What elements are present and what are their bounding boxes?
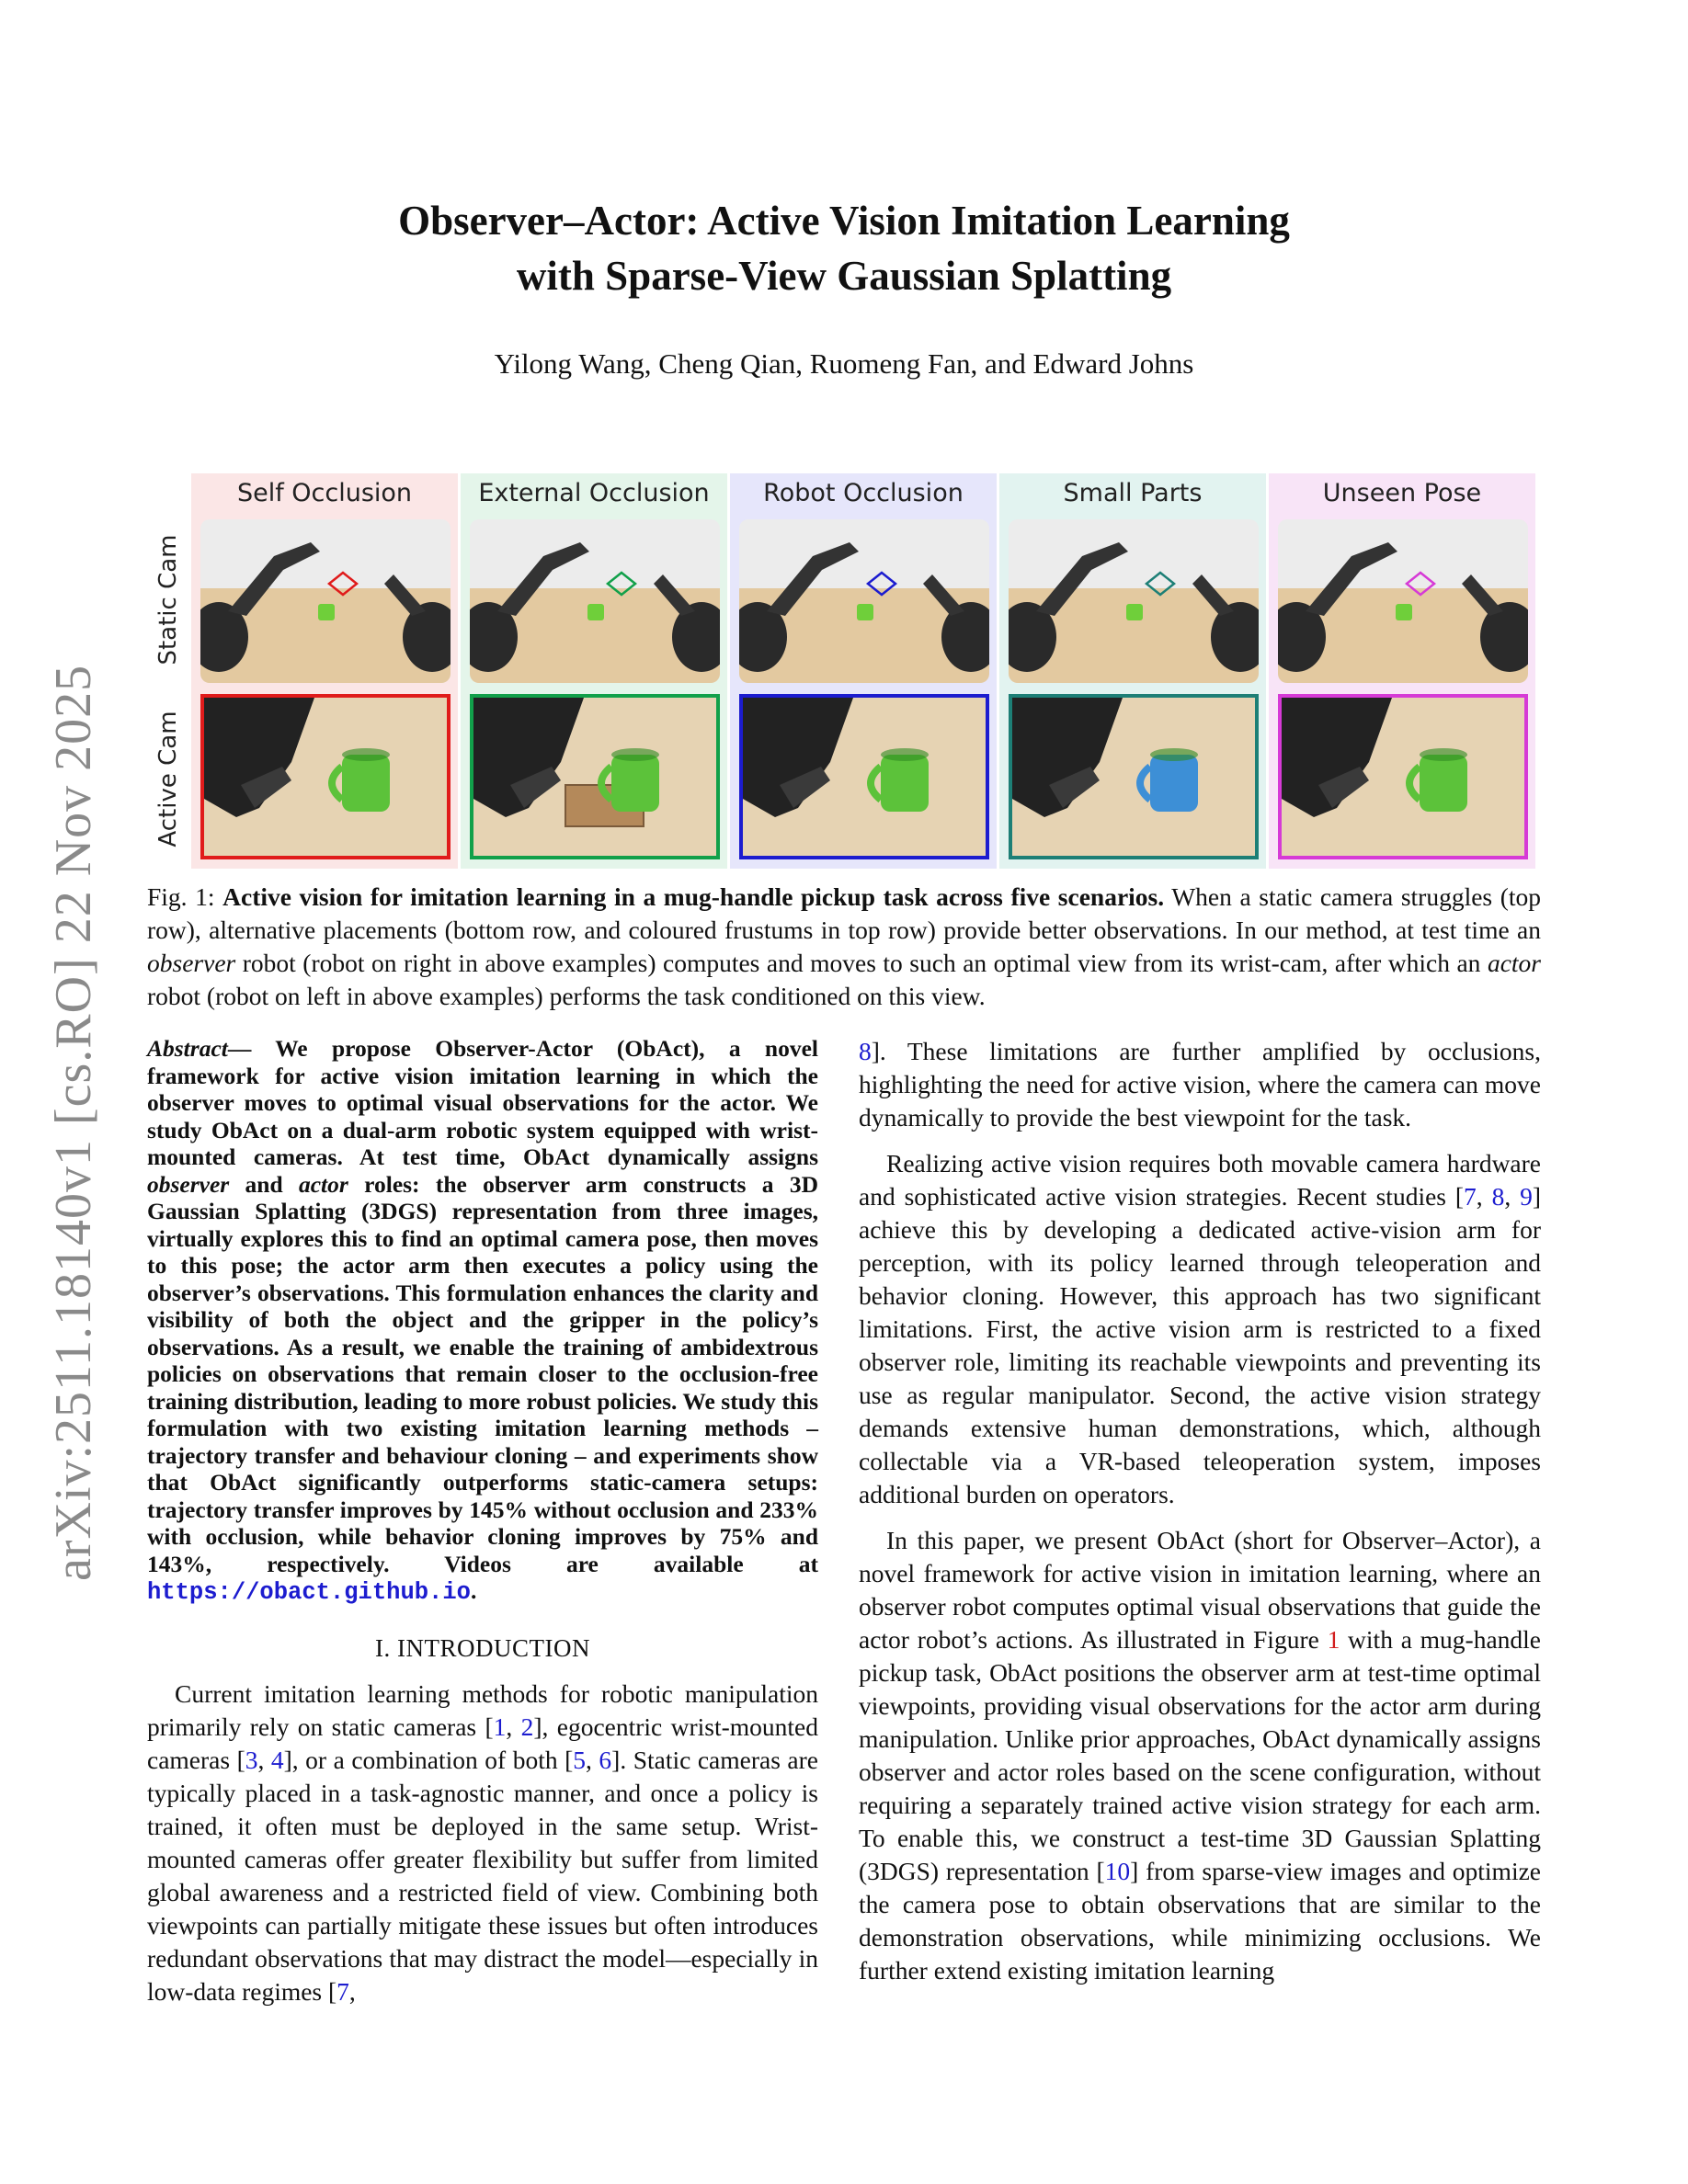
abstract-em-actor: actor xyxy=(298,1170,348,1198)
citation-link[interactable]: 10 xyxy=(1104,1857,1131,1885)
caption-text-1: When a static camera struggles (top row), alternative placements (bottom row, and coloured frustums in top row) provide better observations. In our method, at test time an xyxy=(147,882,1542,944)
citation-link[interactable]: 6 xyxy=(599,1745,612,1774)
figure-column-title: Small Parts xyxy=(1063,479,1203,507)
active-cam-image xyxy=(739,694,989,859)
figure-1 xyxy=(147,473,1541,869)
left-column xyxy=(147,1035,818,2021)
figure-column xyxy=(461,473,727,869)
static-cam-image xyxy=(200,519,451,683)
caption-em-observer: observer xyxy=(147,949,236,977)
citation-link[interactable]: 7 xyxy=(1464,1182,1477,1211)
right-column xyxy=(859,1035,1541,2000)
figure-reference-link[interactable]: 1 xyxy=(1327,1625,1340,1654)
figure-column xyxy=(191,473,458,869)
title-line-1: Observer–Actor: Active Vision Imitation Learning xyxy=(398,198,1290,244)
arxiv-identifier: arXiv:2511.18140v1 [cs.RO] 22 Nov 2025 xyxy=(45,664,102,1581)
author-list: Yilong Wang, Cheng Qian, Ruomeng Fan, and Edward Johns xyxy=(494,347,1194,380)
project-url-link[interactable]: https://obact.github.io xyxy=(147,1579,471,1606)
paper-title xyxy=(0,193,1688,303)
figure-column-title: Unseen Pose xyxy=(1322,479,1482,507)
row-label-static-cam: Static Cam xyxy=(154,534,182,665)
abstract xyxy=(147,1035,818,1607)
abstract-label: Abstract xyxy=(147,1035,228,1062)
intro-text: , xyxy=(348,1976,356,2006)
abstract-end: . xyxy=(470,1577,477,1604)
right-paragraph-1: Realizing active vision requires both movable camera hardware and sophisticated active vision strategies. Recent studies [7, 8, 9] achieve this by developing a dedicated active-vision arm for perception, with its policy learned through teleoperation and behavior cloning. However, this approach has two significant limitations. First, the active vision arm is restricted to a fixed observer role, limiting its reachable viewpoints and preventing its use as regular manipulator. Second, the active vision strategy demands extensive human demonstrations, which, although collectable via a VR-based teleoperation system, imposes additional burden on operators. xyxy=(859,1149,1542,1508)
citation-link[interactable]: 8 xyxy=(859,1037,872,1065)
figure-column-title: Robot Occlusion xyxy=(763,479,964,507)
row-label-active-cam: Active Cam xyxy=(154,711,182,847)
static-cam-image xyxy=(1009,519,1259,683)
citation-link[interactable]: 4 xyxy=(270,1745,284,1774)
citation-link[interactable]: 9 xyxy=(1520,1182,1533,1211)
right-text: with a mug-handle pickup task, ObAct positions the observer arm at test-time optimal viewpoints, providing visual observations for the actor arm during manipulation. Unlike prior approaches, ObAct dynamically assigns observer and actor roles based on the scene configuration, without requiring a separately trained active vision strategy for each arm. To enable this, we construct a test-time 3D Gaussian Splatting (3DGS) representation [ xyxy=(859,1625,1541,1885)
right-text: In this paper, we present ObAct (short for Observer–Actor), a novel framework for active vision in imitation learning, where an observer robot computes optimal visual observations that guide the actor robot’s actions. As illustrated in Figure xyxy=(859,1526,1541,1654)
intro-paragraph-1: Current imitation learning methods for robotic manipulation primarily rely on static cameras [1, 2], egocentric wrist-mounted cameras [3, 4], or a combination of both [5, 6]. Static cameras are typically placed in a task-agnostic manner, and once a policy is trained, it often must be deployed in the same setup. Wrist-mounted cameras offer greater flexibility but suffer from limited global awareness and a restricted field of view. Combining both viewpoints can partially mitigate these issues but often introduces redundant observations that may distract the model—especially in low-data regimes [7, xyxy=(147,1678,819,2006)
caption-text-2: robot (robot on right in above examples) computes and moves to such an optimal view from its wrist-cam, after which an xyxy=(235,949,1488,977)
citation-link[interactable]: 1 xyxy=(493,1712,507,1741)
active-cam-image xyxy=(1009,694,1259,859)
citation-link[interactable]: 7 xyxy=(336,1976,349,2006)
static-cam-image xyxy=(739,519,989,683)
active-cam-image xyxy=(1278,694,1528,859)
intro-text: ], egocentric wrist-mounted cameras [ xyxy=(147,1712,819,1774)
intro-text: Current imitation learning methods for robotic manipulation primarily rely on static cameras [ xyxy=(147,1678,818,1741)
intro-text: ], or a combination of both [ xyxy=(283,1745,574,1774)
intro-text: ]. Static cameras are typically placed in a task-agnostic manner, and once a policy is trained, it often must be deployed in the same setup. Wrist-mounted cameras offer greater flexibility but suffer from limited global awareness and a restricted field of view. Combining both viewpoints can partially mitigate these issues but often introduces redundant observations that may distract the model—especially in low-data regimes [ xyxy=(147,1745,819,2006)
abstract-em-observer: observer xyxy=(147,1170,230,1198)
caption-bold: Active vision for imitation learning in a mug-handle pickup task across five scenarios. xyxy=(222,882,1165,911)
figure-column xyxy=(999,473,1266,869)
active-cam-image xyxy=(470,694,720,859)
caption-label: Fig. 1: xyxy=(147,882,215,911)
figure-column-title: External Occlusion xyxy=(478,479,710,507)
abstract-text-1: — We propose Observer-Actor (ObAct), a novel framework for active vision imitation learning in which the observer moves to optimal visual observations for the actor. We study ObAct on a dual-arm robotic system equipped with wrist-mounted cameras. At test time, ObAct dynamically assigns xyxy=(147,1035,818,1170)
section-heading-introduction: I. INTRODUCTION xyxy=(375,1633,590,1662)
caption-em-actor: actor xyxy=(1487,949,1541,977)
abstract-text-2: and xyxy=(229,1170,299,1198)
right-paragraph-0 xyxy=(859,1035,1541,1134)
right-paragraph-2 xyxy=(859,1524,1541,1987)
static-cam-image xyxy=(470,519,720,683)
citation-link[interactable]: 3 xyxy=(245,1745,258,1774)
citation-link[interactable]: 8 xyxy=(1491,1182,1505,1211)
static-cam-image xyxy=(1278,519,1528,683)
figure-column-title: Self Occlusion xyxy=(236,479,413,507)
figure-column xyxy=(1269,473,1535,869)
figure-caption xyxy=(147,881,1541,1013)
active-cam-image xyxy=(200,694,451,859)
caption-text-3: robot (robot on left in above examples) performs the task conditioned on this view. xyxy=(147,982,986,1010)
right-text: ]. These limitations are further amplified by occlusions, highlighting the need for active vision, where the camera can move dynamically to provide the best viewpoint for the task. xyxy=(859,1037,1541,1132)
title-line-2: with Sparse-View Gaussian Splatting xyxy=(516,253,1172,299)
citation-link[interactable]: 5 xyxy=(573,1745,587,1774)
citation-link[interactable]: 2 xyxy=(520,1712,534,1741)
right-text: ] achieve this by developing a dedicated active-vision arm for perception, with its policy learned through teleoperation and behavior cloning. However, this approach has two significant limitations. First, the active vision arm is restricted to a fixed observer role, limiting its reachable viewpoints and preventing its use as regular manipulator. Second, the active vision strategy demands extensive human demonstrations, which, although collectable via a VR-based teleoperation system, imposes additional burden on operators. xyxy=(859,1182,1542,1508)
figure-column xyxy=(730,473,997,869)
right-text: Realizing active vision requires both movable camera hardware and sophisticated active vision strategies. Recent studies [ xyxy=(859,1149,1541,1211)
right-text: ] from sparse-view images and optimize the camera pose to obtain observations that are similar to the demonstration observations, while minimizing occlusions. We further extend existing imitation learning xyxy=(859,1857,1541,1985)
abstract-text-3: roles: the observer arm constructs a 3D Gaussian Splatting (3DGS) representation from three images, virtually explores this to find an optimal camera pose, then moves to this pose; the actor arm then executes a policy using the observer’s observations. This formulation enhances the clarity and visibility of both the object and the gripper in the policy’s observations. As a result, we enable the training of ambidextrous policies on observations that remain closer to the occlusion-free training distribution, leading to more robust policies. We study this formulation with two existing imitation learning methods – trajectory transfer and behaviour cloning – and experiments show that ObAct significantly outperforms static-camera setups: trajectory transfer improves by 145% without occlusion and 233% with occlusion, while behavior cloning improves by 75% and 143%, respectively. Videos are available at xyxy=(147,1170,818,1577)
